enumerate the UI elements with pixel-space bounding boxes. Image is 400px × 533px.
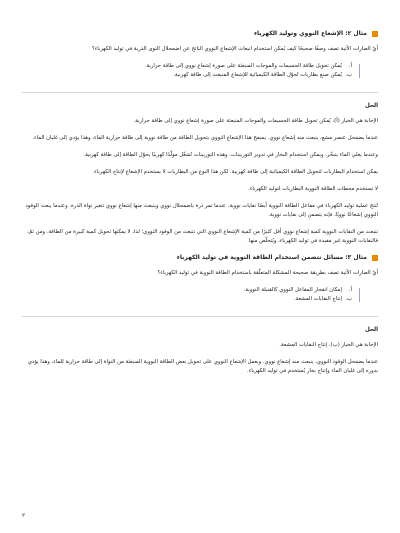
solution-paragraph: عندما يضمحل الوقود النووي، ينبعث منه إشعاع نووي. ويعمل الإشعاع النووي على تحويل بعض الطاقة النووية المنبعثة من النواة إلى طاقة حرارية للماء، وهذا يؤدي بدوره إلى غليان الماء وإنتاج بخار يُستخدم في توليد الكهرباء.: [27, 359, 378, 374]
example-2: [22, 30, 378, 246]
orange-square-icon: [372, 255, 378, 261]
option-a: [22, 286, 352, 295]
option-label: أ.: [348, 63, 352, 69]
orange-square-icon: [372, 31, 378, 37]
option-text: يُمكن صنع بطاريات تُحوّل الطاقة الكيميائية للإشعاع المنبعث إلى طاقة كهربية.: [173, 72, 342, 78]
page-number: ٢: [22, 513, 25, 519]
solution-paragraph: وعندما يغلي الماء يتبخّر، ويمكن استخدام البخار في تدوير التوربينات. وهذه التوربينات تُشغّل مولّدًا كهربيًا يحوّل الطاقة إلى طاقة كهربية.: [83, 152, 378, 158]
solution-paragraph: عندما يضمحل عنصر مشع، ينبعث منه إشعاع نووي. يسمح هذا الإشعاع النووي بتحويل الطاقة من طاقة نووية إلى طاقة حرارية الماء، وهذا يؤدي إلى غليان الماء.: [32, 135, 378, 141]
divider: [22, 92, 378, 93]
option-text: إمكان انفجار المفاعل النووي كالقنبلة النووية.: [243, 287, 342, 293]
option-label: أ.: [348, 287, 352, 293]
solution-paragraph: يمكن استخدام البطاريات لتحويل الطاقة الكيميائية إلى طاقة كهربية. لكن هذا النوع من البطاريات لا يستخدم الإشعاع لإنتاج الكهرباء.: [92, 169, 378, 175]
options-list: [22, 62, 364, 80]
example-title: [22, 254, 378, 261]
solution-paragraph: الإجابة هي الخيار (ب)، إنتاج النفايات المشعة.: [279, 342, 378, 348]
divider: [22, 316, 378, 317]
question-text: أيّ العبارات الآتية تصف وصفًا صحيحًا كيف يُمكن استخدام انبعاث الإشعاع النووي الناتج عن اضمحلال النوى الذرية في توليد الكهرباء؟: [91, 46, 378, 52]
solution-paragraph: تُنتج عملية توليد الكهرباء في مفاعل الطاقة النووية أيضًا نفايات نووية. عندما تمر ذرة باضمحلال نووي وينبعث منها إشعاع نووي تتغير نواة الذرة. وعندما يبعث الوقود النووي إشعاعًا نوويًا، فإنه يتضمن إلى نفايات نووية.: [25, 203, 378, 218]
example-title-text: مثال ٢: الإشعاع النووي وتوليد الكهرباء: [253, 30, 367, 37]
option-b: [22, 71, 352, 80]
solution-title: الحل: [364, 103, 378, 109]
solution-paragraph: لا تستخدم محطات الطاقة النووية البطاريات لتوليد الكهرباء.: [248, 186, 378, 192]
option-a: [22, 62, 352, 71]
option-text: إنتاج النفايات المشعة.: [294, 296, 342, 302]
example-title-text: مثال ٣: مسائل تتضمن استخدام الطاقة النووية في توليد الكهرباء: [176, 254, 367, 261]
example-3: [22, 254, 378, 376]
option-b: [22, 295, 352, 304]
options-list: [22, 286, 364, 304]
option-text: يُمكن تحويل طاقة الجسيمات والموجات المنبعثة على صورة إشعاع نووي إلى طاقة حرارية.: [144, 63, 342, 69]
solution-title: الحل: [364, 327, 378, 333]
example-title: [22, 30, 378, 37]
question-text: أيّ العبارات الآتية تصف بطريقة صحيحة المشكلة المتعلّقة باستخدام الطاقة النووية في توليد الكهرباء؟: [157, 270, 378, 276]
solution-paragraph: تنبعث من النفايات النووية كمية إشعاع نووي أقل كثيرًا من كمية الإشعاع النووي التي تنبعث من الوقود النووي؛ لذا، لا يمكنها تحويل كمية كبيرة من الطاقة. ومن ثمّ، فالنفايات النووية غير مفيدة في توليد الكهرباء، ويُتخلّص منها.: [27, 229, 378, 244]
option-label: ب.: [345, 72, 352, 78]
solution-paragraph: الإجابة هي الخيار (أ)، يُمكن تحويل طاقة الجسيمات والموجات المنبعثة على صورة إشعاع نووي إلى طاقة حرارية.: [133, 118, 378, 124]
option-label: ب.: [345, 296, 352, 302]
